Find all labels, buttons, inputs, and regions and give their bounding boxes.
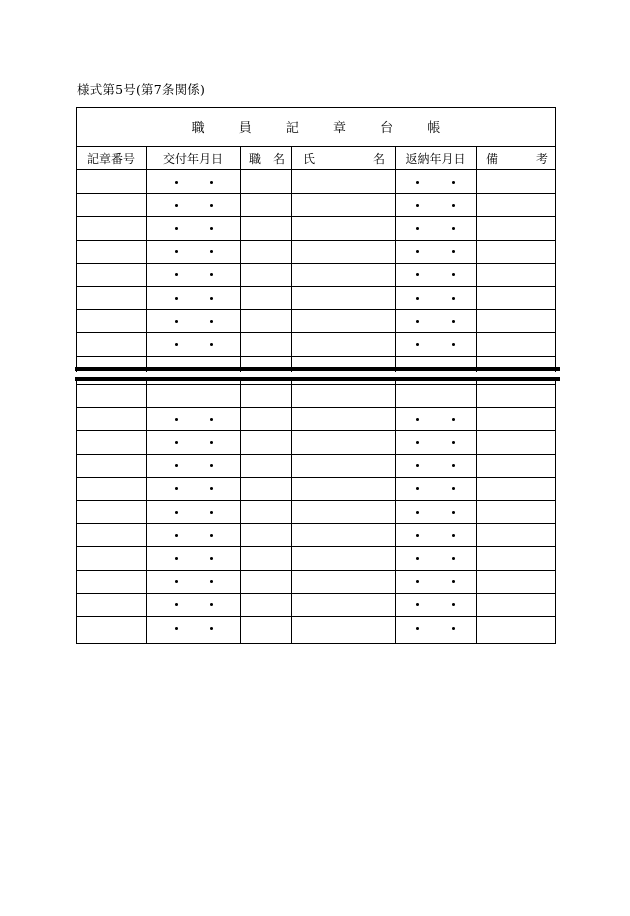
issue-date-separator-dot (175, 603, 178, 606)
issue-date-separator-dot (175, 343, 178, 346)
form-number-label: 様式第5号(第7条関係) (77, 82, 206, 97)
return-date-separator-dot (416, 320, 419, 323)
table-row-separator (76, 430, 556, 431)
return-date-separator-dot (452, 297, 455, 300)
issue-date-separator-dot (175, 250, 178, 253)
table-row-separator (76, 546, 556, 547)
return-date-separator-dot (452, 627, 455, 630)
issue-date-separator-dot (210, 181, 213, 184)
return-date-separator-dot (416, 227, 419, 230)
issue-date-separator-dot (210, 627, 213, 630)
issue-date-separator-dot (175, 557, 178, 560)
table-row-separator (76, 240, 556, 241)
table-row-separator (76, 593, 556, 594)
table-row-separator (76, 384, 556, 385)
table-row-separator (76, 332, 556, 333)
issue-date-separator-dot (175, 181, 178, 184)
issue-date-separator-dot (210, 557, 213, 560)
return-date-separator-dot (416, 343, 419, 346)
issue-date-separator-dot (210, 320, 213, 323)
issue-date-separator-dot (210, 603, 213, 606)
return-date-separator-dot (452, 464, 455, 467)
table-row-separator (76, 523, 556, 524)
issue-date-separator-dot (210, 464, 213, 467)
return-date-separator-dot (416, 487, 419, 490)
return-date-separator-dot (416, 511, 419, 514)
return-date-separator-dot (416, 580, 419, 583)
table-row-separator (76, 193, 556, 194)
return-date-separator-dot (416, 297, 419, 300)
issue-date-separator-dot (210, 250, 213, 253)
table-row-separator (76, 616, 556, 617)
header-badge-number: 記章番号 (76, 147, 146, 170)
header-issue-date: 交付年月日 (146, 147, 240, 170)
return-date-separator-dot (416, 534, 419, 537)
return-date-separator-dot (452, 487, 455, 490)
return-date-separator-dot (416, 464, 419, 467)
issue-date-separator-dot (210, 227, 213, 230)
return-date-separator-dot (416, 273, 419, 276)
issue-date-separator-dot (175, 464, 178, 467)
header-position (240, 147, 291, 170)
issue-date-separator-dot (175, 418, 178, 421)
return-date-separator-dot (452, 204, 455, 207)
return-date-separator-dot (416, 250, 419, 253)
return-date-separator-dot (452, 227, 455, 230)
table-row-separator (76, 477, 556, 478)
issue-date-separator-dot (210, 418, 213, 421)
header-name-char-1: 氏 (303, 151, 316, 166)
header-remarks (476, 147, 556, 170)
ledger-title: 職 員 記 章 台 帳 (76, 107, 556, 147)
return-date-separator-dot (416, 603, 419, 606)
return-date-separator-dot (416, 441, 419, 444)
return-date-separator-dot (452, 534, 455, 537)
header-position-char-2: 名 (272, 151, 285, 166)
issue-date-separator-dot (175, 204, 178, 207)
issue-date-separator-dot (210, 580, 213, 583)
issue-date-separator-dot (210, 441, 213, 444)
table-row-separator (76, 263, 556, 264)
issue-date-separator-dot (175, 580, 178, 583)
table-row-separator (76, 286, 556, 287)
table-break-line-upper (75, 367, 560, 371)
return-date-separator-dot (452, 320, 455, 323)
issue-date-separator-dot (210, 297, 213, 300)
issue-date-separator-dot (210, 487, 213, 490)
return-date-separator-dot (416, 627, 419, 630)
issue-date-separator-dot (175, 534, 178, 537)
return-date-separator-dot (416, 204, 419, 207)
return-date-separator-dot (452, 273, 455, 276)
issue-date-separator-dot (210, 511, 213, 514)
table-break-line-lower (75, 377, 560, 381)
table-row-separator (76, 309, 556, 310)
return-date-separator-dot (416, 181, 419, 184)
return-date-separator-dot (452, 250, 455, 253)
table-row-separator (76, 407, 556, 408)
issue-date-separator-dot (210, 273, 213, 276)
issue-date-separator-dot (175, 227, 178, 230)
table-row-separator (76, 500, 556, 501)
return-date-separator-dot (416, 418, 419, 421)
return-date-separator-dot (452, 603, 455, 606)
table-row-separator (76, 216, 556, 217)
issue-date-separator-dot (210, 343, 213, 346)
return-date-separator-dot (452, 580, 455, 583)
issue-date-separator-dot (175, 511, 178, 514)
return-date-separator-dot (452, 557, 455, 560)
return-date-separator-dot (452, 418, 455, 421)
issue-date-separator-dot (175, 487, 178, 490)
header-name-char-2: 名 (372, 151, 385, 166)
return-date-separator-dot (452, 441, 455, 444)
issue-date-separator-dot (175, 441, 178, 444)
header-name (291, 147, 395, 170)
header-remarks-char-1: 備 (486, 151, 499, 166)
header-remarks-char-2: 考 (535, 151, 548, 166)
issue-date-separator-dot (175, 273, 178, 276)
return-date-separator-dot (452, 511, 455, 514)
return-date-separator-dot (452, 343, 455, 346)
header-position-char-1: 職 (249, 151, 262, 166)
issue-date-separator-dot (175, 297, 178, 300)
issue-date-separator-dot (175, 627, 178, 630)
table-row-separator (76, 356, 556, 357)
return-date-separator-dot (452, 181, 455, 184)
return-date-separator-dot (416, 557, 419, 560)
issue-date-separator-dot (210, 534, 213, 537)
issue-date-separator-dot (210, 204, 213, 207)
table-row-separator (76, 570, 556, 571)
header-return-date: 返納年月日 (395, 147, 476, 170)
issue-date-separator-dot (175, 320, 178, 323)
table-row-separator (76, 454, 556, 455)
